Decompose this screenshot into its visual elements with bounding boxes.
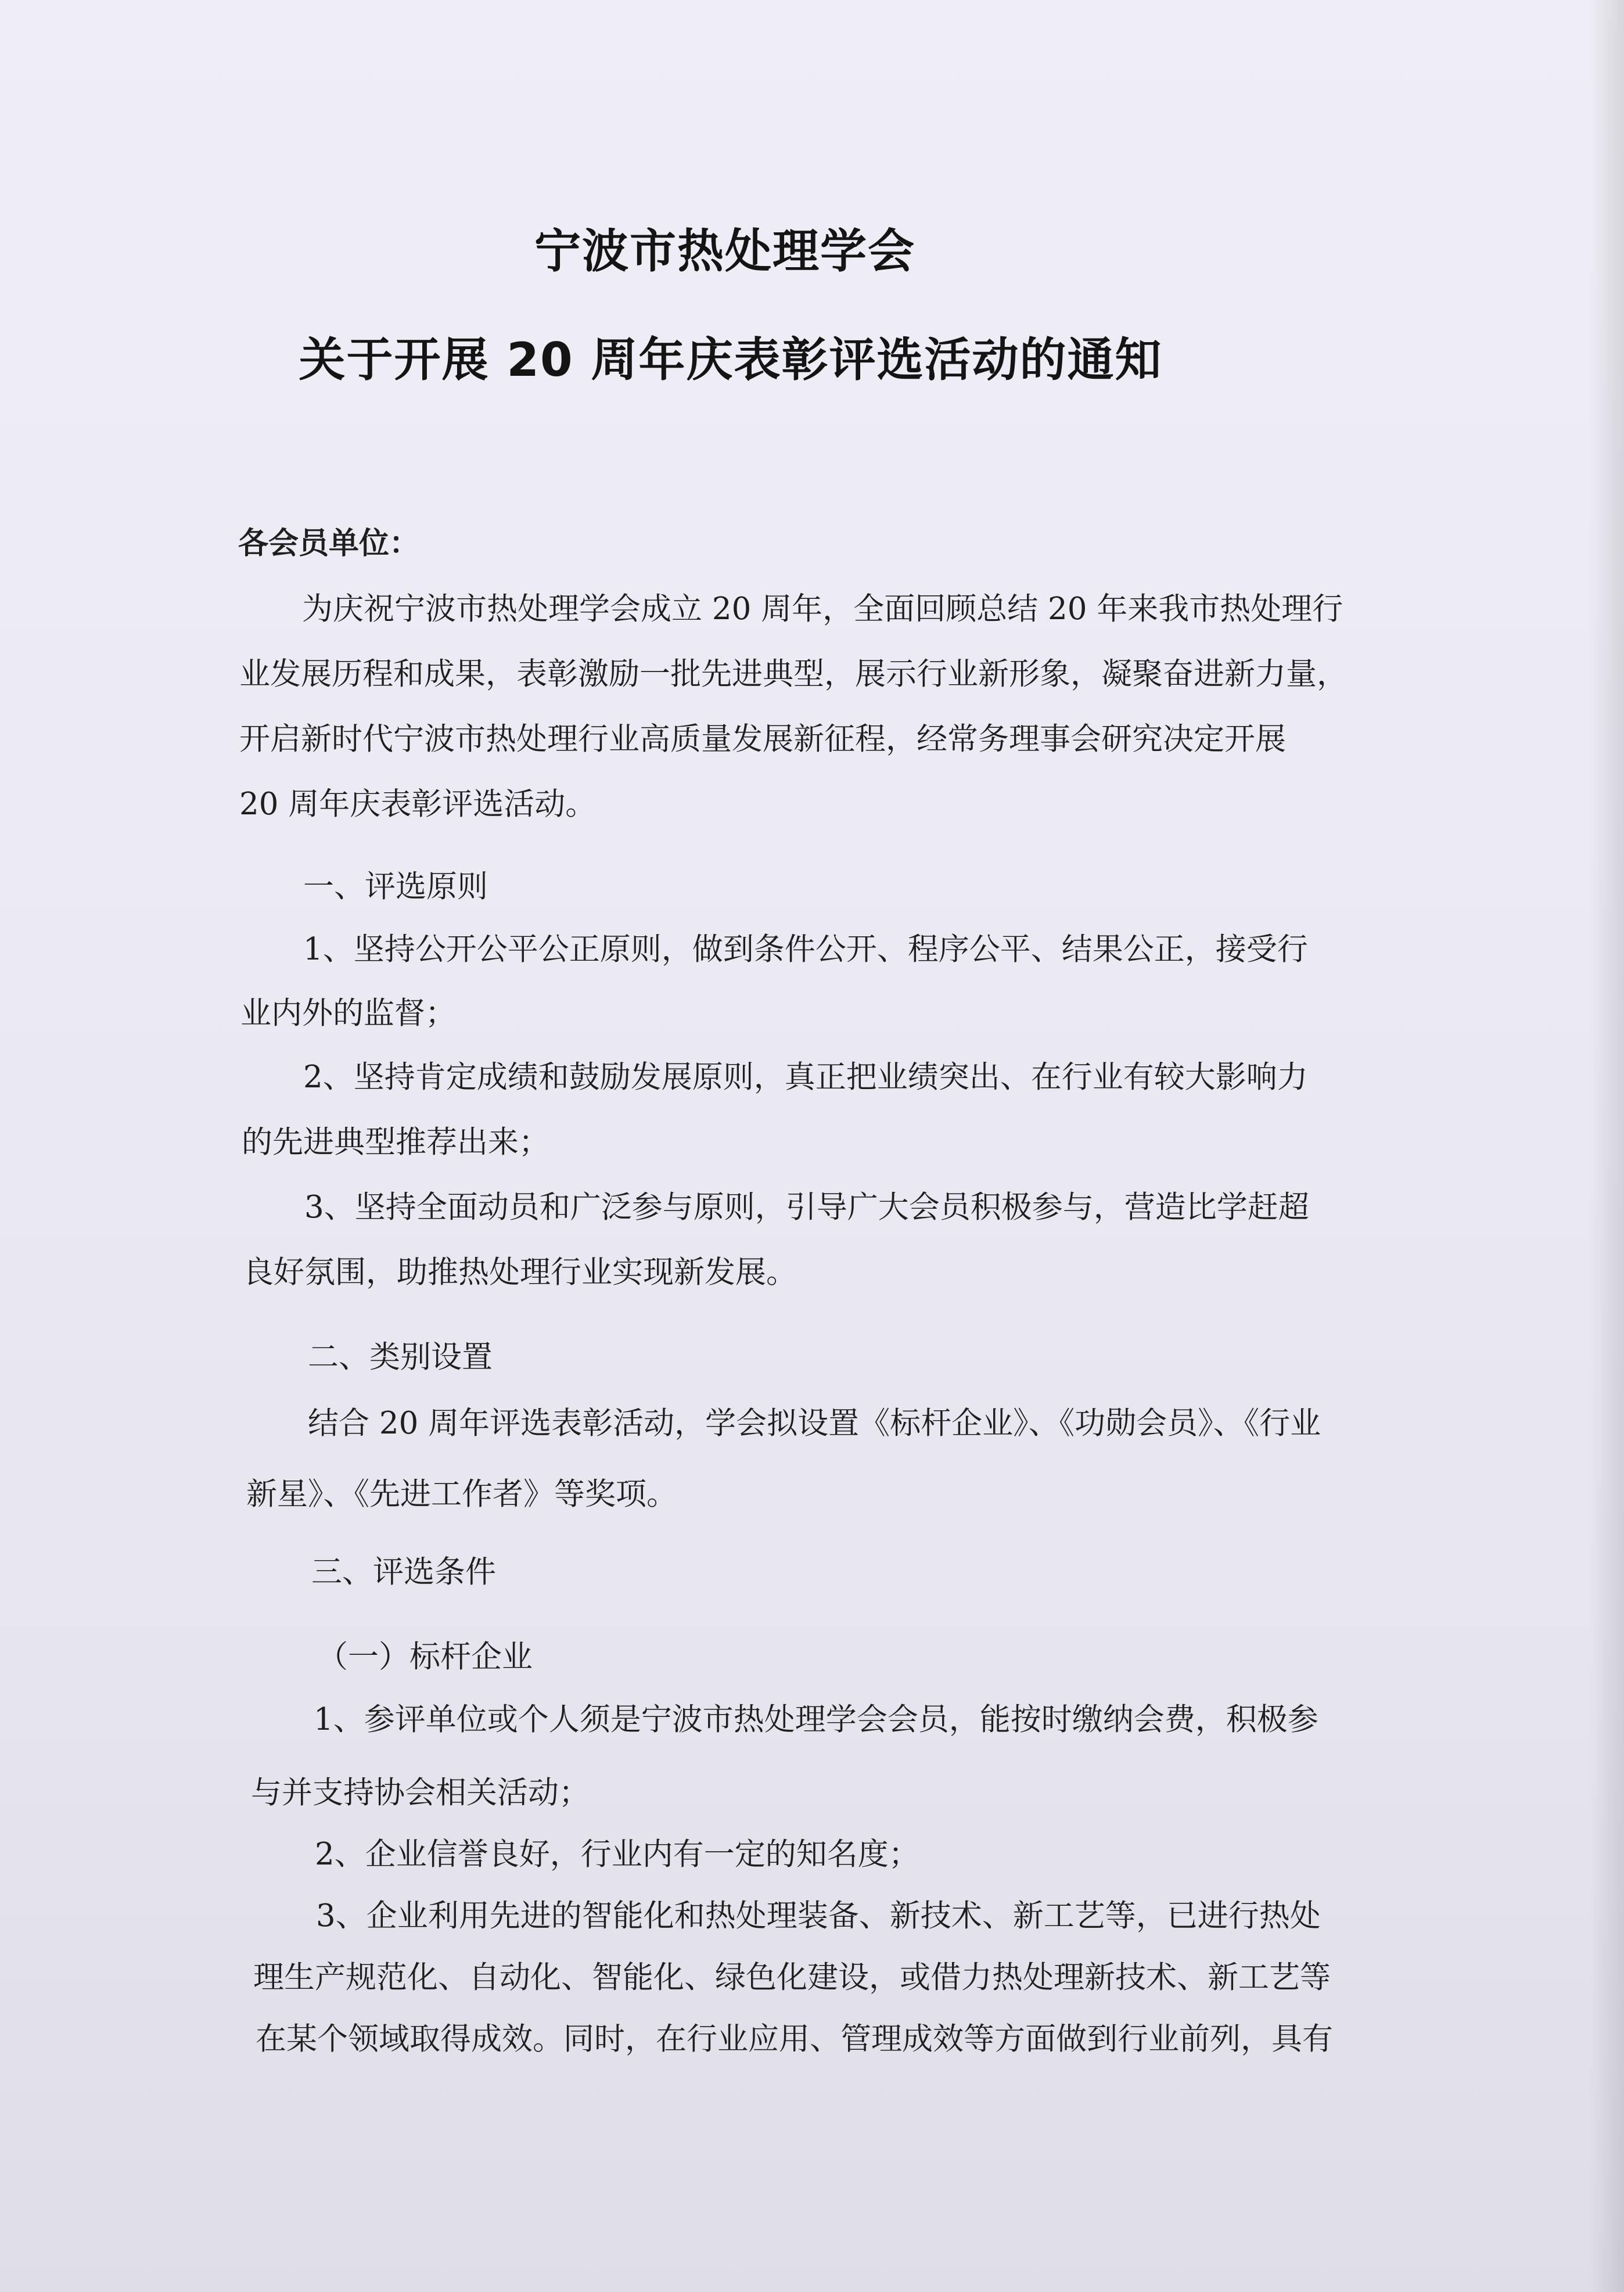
section-line: 良好氛围，助推热处理行业实现新发展。	[243, 1255, 797, 1290]
section-line: 2、坚持肯定成绩和鼓励发展原则，真正把业绩突出、在行业有较大影响力	[303, 1059, 1308, 1095]
subsection-line: 1、参评单位或个人须是宁波市热处理学会会员，能按时缴纳会费，积极参	[314, 1702, 1318, 1737]
section-heading: 三、评选条件	[311, 1554, 496, 1590]
intro-line: 业发展历程和成果，表彰激励一批先进典型，展示行业新形象，凝聚奋进新力量，	[239, 656, 1348, 692]
section-heading: 一、评选原则	[303, 869, 488, 904]
intro-line: 开启新时代宁波市热处理行业高质量发展新征程，经常务理事会研究决定开展	[239, 721, 1286, 757]
section-line: 的先进典型推荐出来；	[242, 1125, 549, 1160]
section-line: 3、坚持全面动员和广泛参与原则，引导广大会员积极参与，营造比学赶超	[304, 1190, 1309, 1225]
document-title-org: 宁波市热处理学会	[534, 224, 915, 278]
subsection-line: 与并支持协会相关活动；	[251, 1775, 590, 1810]
intro-line: 为庆祝宁波市热处理学会成立 20 周年，全面回顾总结 20 年来我市热处理行	[302, 591, 1343, 627]
subsection-line: 3、企业利用先进的智能化和热处理装备、新技术、新工艺等，已进行热处	[316, 1898, 1321, 1934]
intro-line: 20 周年庆表彰评选活动。	[239, 786, 597, 822]
subsection-line: 在某个领域取得成效。同时，在行业应用、管理成效等方面做到行业前列，具有	[256, 2021, 1333, 2057]
section-line: 结合 20 周年评选表彰活动，学会拟设置《标杆企业》、《功勋会员》、《行业	[308, 1406, 1321, 1441]
section-line: 1、坚持公开公平公正原则，做到条件公开、程序公平、结果公正，接受行	[303, 932, 1308, 967]
subsection-line: 2、企业信誉良好，行业内有一定的知名度；	[315, 1837, 919, 1872]
section-line: 新星》、《先进工作者》等奖项。	[246, 1476, 677, 1512]
subsection-heading: （一）标杆企业	[317, 1639, 533, 1675]
section-heading: 二、类别设置	[308, 1339, 493, 1375]
subsection-line: 理生产规范化、自动化、智能化、绿色化建设，或借力热处理新技术、新工艺等	[253, 1960, 1331, 1995]
section-line: 业内外的监督；	[240, 996, 456, 1031]
document-title-notice: 关于开展 20 周年庆表彰评选活动的通知	[299, 333, 1163, 387]
salutation: 各会员单位：	[238, 526, 420, 561]
